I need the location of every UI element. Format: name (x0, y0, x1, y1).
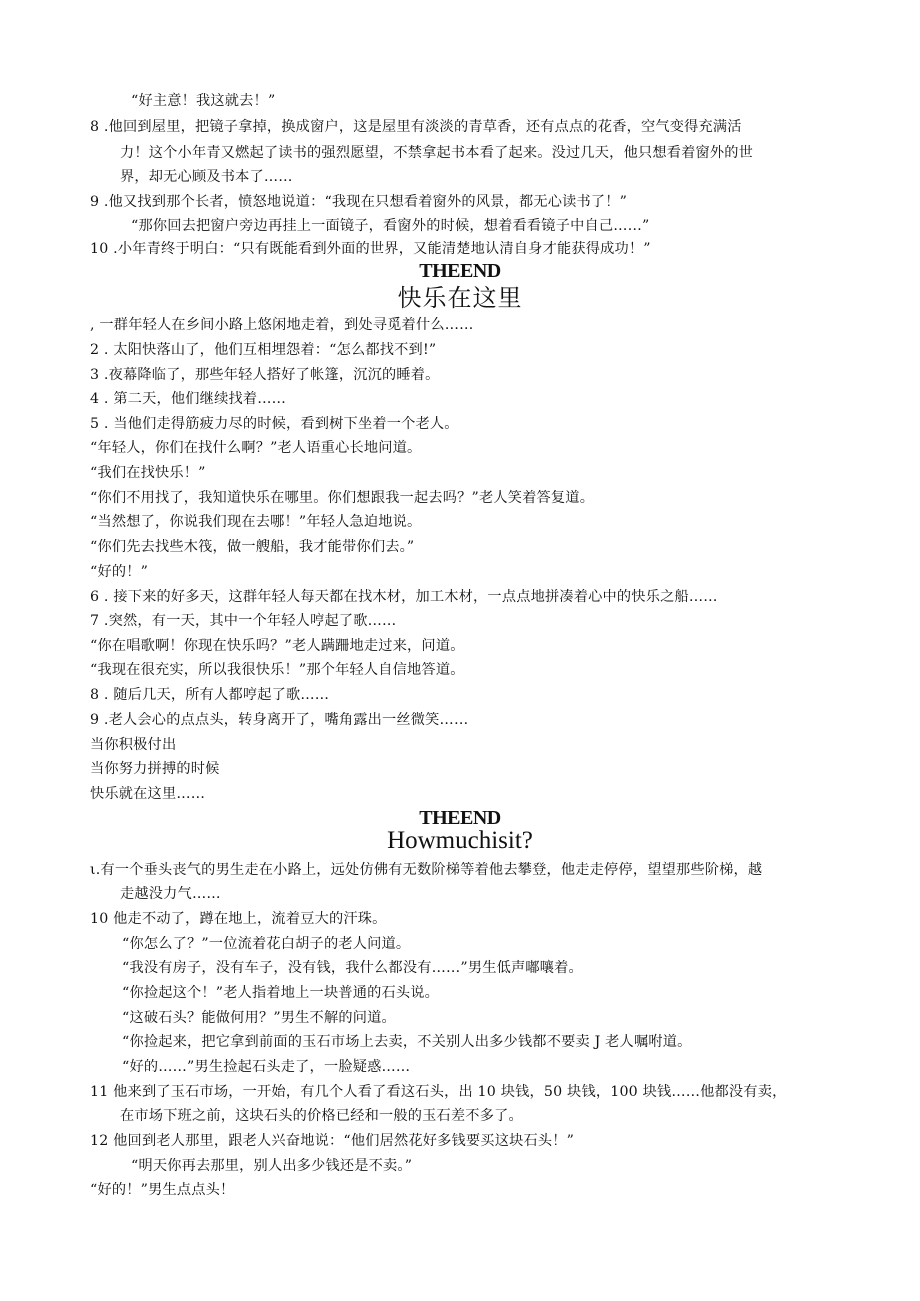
story1-line: 10 .小年青终于明白：“只有既能看到外面的世界，又能清楚地认清自身才能获得成功！” (90, 241, 651, 257)
story3-line: “我没有房子，没有车子，没有钱，我什么都没有……”男生低声嘟嚷着。 (122, 960, 583, 976)
story2-line: 8 . 随后几天，所有人都哼起了歌…… (90, 687, 330, 703)
story2-line: “好的！” (90, 564, 149, 580)
story2-line: “你们不用找了，我知道快乐在哪里。你们想跟我一起去吗？”老人笑着答复道。 (90, 490, 595, 506)
story3-line: “好的！”男生点点头！ (90, 1182, 235, 1198)
story1-line: “那你回去把窗户旁边再挂上一面镜子，看窗外的时候，想着看看镜子中自己……” (131, 218, 650, 234)
story3-line: 在市场下班之前，这块石头的价格已经和一般的玉石差不多了。 (120, 1108, 523, 1124)
story3-line: “好的……”男生捡起石头走了，一脸疑惑…… (122, 1059, 411, 1075)
story1-line: 8 .他回到屋里，把镜子拿掉，换成窗户，这是屋里有淡淡的青草香，还有点点的花香，空气变得充满活 (90, 119, 742, 135)
story2-line: 5 . 当他们走得筋疲力尽的时候，看到树下坐着一个老人。 (90, 416, 459, 432)
story3-line: 11 他来到了玉石市场，一开始，有几个人看了看这石头，出 10 块钱，50 块钱，100 块钱……他都没有卖， (90, 1084, 787, 1100)
story3-line: 12 他回到老人那里，跟老人兴奋地说：“他们居然花好多钱要买这块石头！” (90, 1133, 575, 1149)
story2-line: 7 .突然，有一天，其中一个年轻人哼起了歌…… (90, 613, 397, 629)
story1-line: “好主意！我这就去！” (131, 93, 276, 109)
story2-title: 快乐在这里 (397, 284, 523, 312)
story3-line: “你捡起来，把它拿到前面的玉石市场上去卖，不关别人出多少钱都不要卖 J 老人嘱咐道。 (122, 1034, 692, 1050)
story2-line: “我现在很充实，所以我很快乐！”那个年轻人自信地答道。 (90, 662, 465, 678)
story2-line: 9 .老人会心的点点头，转身离开了，嘴角露出一丝微笑…… (90, 712, 469, 728)
the-end-heading: THEEND (419, 807, 501, 829)
story2-line: , 一群年轻人在乡间小路上悠闲地走着，到处寻觅着什么…… (90, 317, 474, 333)
story3-title: Howmuchisit? (387, 827, 533, 854)
story2-line: 当你积极付出 (90, 737, 177, 753)
story3-line: “你捡起这个！”老人指着地上一块普通的石头说。 (122, 985, 440, 1001)
story2-line: 3 .夜幕降临了，那些年轻人搭好了帐篷，沉沉的睡着。 (90, 367, 440, 383)
story2-line: “当然想了，你说我们现在去哪！”年轻人急迫地说。 (90, 514, 422, 530)
story2-line: 4 . 第二天，他们继续找着…… (90, 391, 287, 407)
story2-line: “我们在找快乐！” (90, 465, 206, 481)
story3-line: “你怎么了？”一位流着花白胡子的老人问道。 (122, 936, 411, 952)
story3-line: “明天你再去那里，别人出多少钱还是不卖。” (131, 1158, 413, 1174)
story3-line: ι.有一个垂头丧气的男生走在小路上，远处仿佛有无数阶梯等着他去攀登，他走走停停，望望那些阶梯，越 (90, 862, 763, 878)
story3-line: “这破石头？能做何用？”男生不解的问道。 (122, 1010, 396, 1026)
story2-line: “你们先去找些木筏，做一艘船，我才能带你们去。” (90, 539, 415, 555)
story2-line: 当你努力拼搏的时候 (90, 761, 220, 777)
story1-line: 力！这个小年青又燃起了读书的强烈愿望，不禁拿起书本看了起来。没过几天，他只想看着窗外的世 (120, 145, 754, 161)
story2-line: “年轻人，你们在找什么啊？”老人语重心长地问道。 (90, 440, 422, 456)
story3-line: 走越没力气…… (120, 886, 221, 902)
story2-line: 6 . 接下来的好多天，这群年轻人每天都在找木材，加工木材，一点点地拼凑着心中的快乐之船…… (90, 589, 718, 605)
story2-line: “你在唱歌啊！你现在快乐吗？”老人蹒跚地走过来，问道。 (90, 638, 465, 654)
the-end-heading: THEEND (419, 260, 501, 282)
story2-line: 快乐就在这里…… (90, 786, 206, 802)
story1-line: 9 .他又找到那个长者，愤怒地说道：“我现在只想看着窗外的风景，都无心读书了！” (90, 194, 628, 210)
story3-line: 10 他走不动了，蹲在地上，流着豆大的汗珠。 (90, 911, 387, 927)
story1-line: 界，却无心顾及书本了…… (120, 169, 293, 185)
story2-line: 2 . 太阳快落山了，他们互相埋怨着：“怎么都找不到!” (90, 342, 437, 358)
